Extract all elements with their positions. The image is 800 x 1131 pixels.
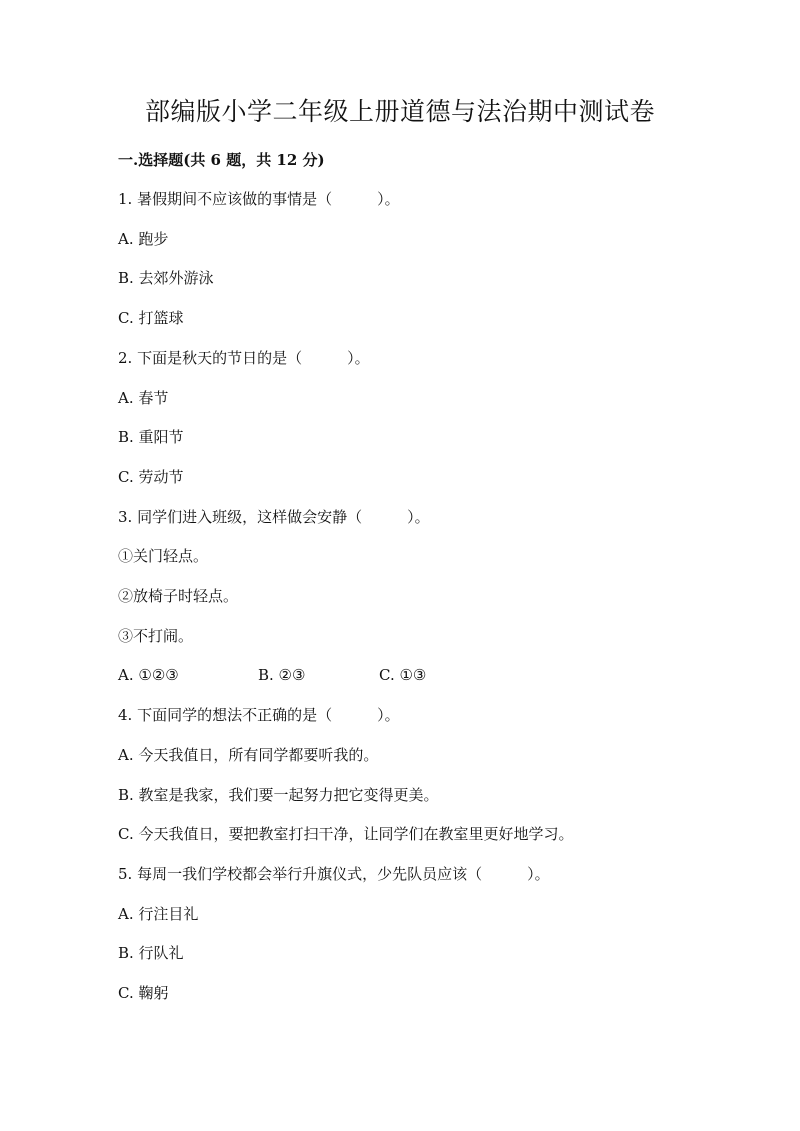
- section-heading: 一.选择题(共 6 题，共 12 分): [118, 151, 325, 169]
- question-3-option-a: A. ①②③: [118, 666, 179, 684]
- question-3-statement-2: ②放椅子时轻点。: [118, 587, 239, 605]
- question-2-stem: 2. 下面是秋天的节日的是（ ）。: [118, 349, 370, 367]
- question-5-option-b: B. 行队礼: [118, 944, 184, 962]
- question-3-statement-1: ①关门轻点。: [118, 547, 209, 565]
- question-1-stem: 1. 暑假期间不应该做的事情是（ ）。: [118, 190, 400, 208]
- question-2-option-a: A. 春节: [118, 389, 169, 407]
- question-4-option-b: B. 教室是我家，我们要一起努力把它变得更美。: [118, 786, 439, 804]
- question-3-option-b: B. ②③: [258, 666, 306, 684]
- question-5-option-c: C. 鞠躬: [118, 984, 169, 1002]
- question-2-option-b: B. 重阳节: [118, 428, 184, 446]
- question-3-option-c: C. ①③: [379, 666, 427, 684]
- question-4-option-c: C. 今天我值日，要把教室打扫干净，让同学们在教室里更好地学习。: [118, 825, 574, 843]
- question-1-option-b: B. 去郊外游泳: [118, 269, 214, 287]
- question-5-option-a: A. 行注目礼: [118, 905, 199, 923]
- question-1-option-a: A. 跑步: [118, 230, 169, 248]
- question-2-option-c: C. 劳动节: [118, 468, 184, 486]
- page-title: 部编版小学二年级上册道德与法治期中测试卷: [144, 97, 655, 126]
- question-4-option-a: A. 今天我值日，所有同学都要听我的。: [118, 746, 379, 764]
- question-4-stem: 4. 下面同学的想法不正确的是（ ）。: [118, 706, 400, 724]
- question-3-statement-3: ③不打闹。: [118, 627, 194, 645]
- question-1-option-c: C. 打篮球: [118, 309, 184, 327]
- question-3-stem: 3. 同学们进入班级，这样做会安静（ ）。: [118, 508, 430, 526]
- question-5-stem: 5. 每周一我们学校都会举行升旗仪式，少先队员应该（ ）。: [118, 865, 550, 883]
